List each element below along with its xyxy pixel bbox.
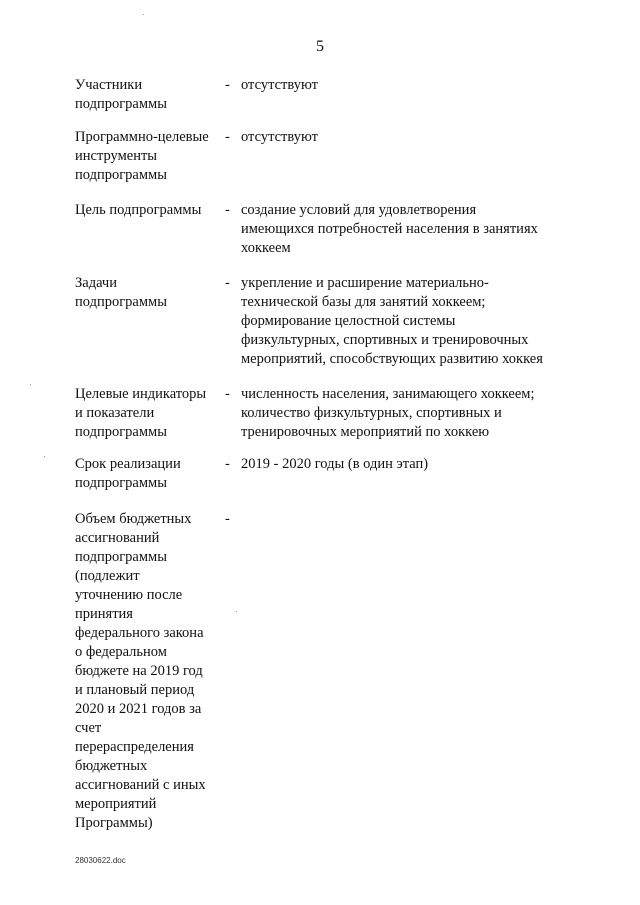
value-line: тренировочных мероприятий по хоккею [241,424,490,440]
row-label [75,76,225,114]
label-line: и плановый период [75,682,195,698]
row-value [241,455,575,474]
label-line: бюджетных [75,758,148,774]
value-line: технической базы для занятий хоккеем; [241,294,486,310]
row-program-tools [75,128,575,185]
row-value [241,385,575,442]
row-goal [75,201,575,258]
row-label [75,274,225,312]
row-value [241,274,575,369]
row-budget [75,510,575,833]
label-line: федерального закона [75,625,204,641]
row-dash: - [225,456,230,472]
label-line: перераспределения [75,739,194,755]
label-line: (подлежит [75,568,140,584]
scan-speck [143,14,144,15]
row-dash: - [225,129,230,145]
label-line: подпрограммы [75,549,167,565]
label-line: инструменты [75,148,158,164]
label-line: мероприятий [75,796,157,812]
row-dash: - [225,202,230,218]
value-line: физкультурных, спортивных и тренировочных [241,332,529,348]
label-line: и показатели [75,405,155,421]
row-dash: - [225,511,230,527]
scan-speck [44,456,45,457]
row-dash: - [225,386,230,402]
row-participants [75,76,575,114]
subprogram-passport-table [75,76,575,833]
label-line: принятия [75,606,133,622]
label-line: подпрограммы [75,167,167,183]
value-line: имеющихся потребностей населения в занятиях [241,221,538,237]
row-tasks [75,274,575,369]
label-line: Срок реализации [75,456,181,472]
label-line: ассигнований с иных [75,777,206,793]
page-number: 5 [316,38,324,55]
label-line: 2020 и 2021 годов за [75,701,202,717]
label-line: Программы) [75,815,153,831]
row-value [241,128,575,147]
label-line: о федеральном [75,644,167,660]
row-label [75,455,225,493]
row-dash: - [225,275,230,291]
value-line: формирование целостной системы [241,313,456,329]
row-term [75,455,575,493]
row-label [75,385,225,442]
value-line: мероприятий, способствующих развитию хоккея [241,351,543,367]
value-line: хоккеем [241,240,291,256]
label-line: Объем бюджетных [75,511,192,527]
label-line: бюджете на 2019 год [75,663,203,679]
label-line: уточнению после [75,587,183,603]
label-line: Участники [75,77,143,93]
value-line: 2019 - 2020 годы (в один этап) [241,456,429,472]
value-line: отсутствуют [241,129,318,145]
label-line: Задачи [75,275,117,291]
value-line: количество физкультурных, спортивных и [241,405,502,421]
document-file-code: 28030622.doc [75,856,126,865]
label-line: подпрограммы [75,96,167,112]
label-line: ассигнований [75,530,160,546]
label-line: счет [75,720,102,736]
label-line: Цель подпрограммы [75,202,202,218]
label-line: подпрограммы [75,424,167,440]
row-label [75,201,225,220]
value-line: численность населения, занимающего хоккеем; [241,386,535,402]
value-line: создание условий для удовлетворения [241,202,477,218]
value-line: отсутствуют [241,77,318,93]
label-line: подпрограммы [75,294,167,310]
row-value [241,201,575,258]
label-line: Целевые индикаторы [75,386,207,402]
label-line: Программно-целевые [75,129,209,145]
row-value [241,76,575,95]
row-dash: - [225,77,230,93]
value-line: укрепление и расширение материально- [241,275,489,291]
scan-speck [30,384,31,385]
label-line: подпрограммы [75,475,167,491]
scan-speck [236,611,237,612]
row-indicators [75,385,575,442]
row-label [75,128,225,185]
row-label [75,510,225,833]
